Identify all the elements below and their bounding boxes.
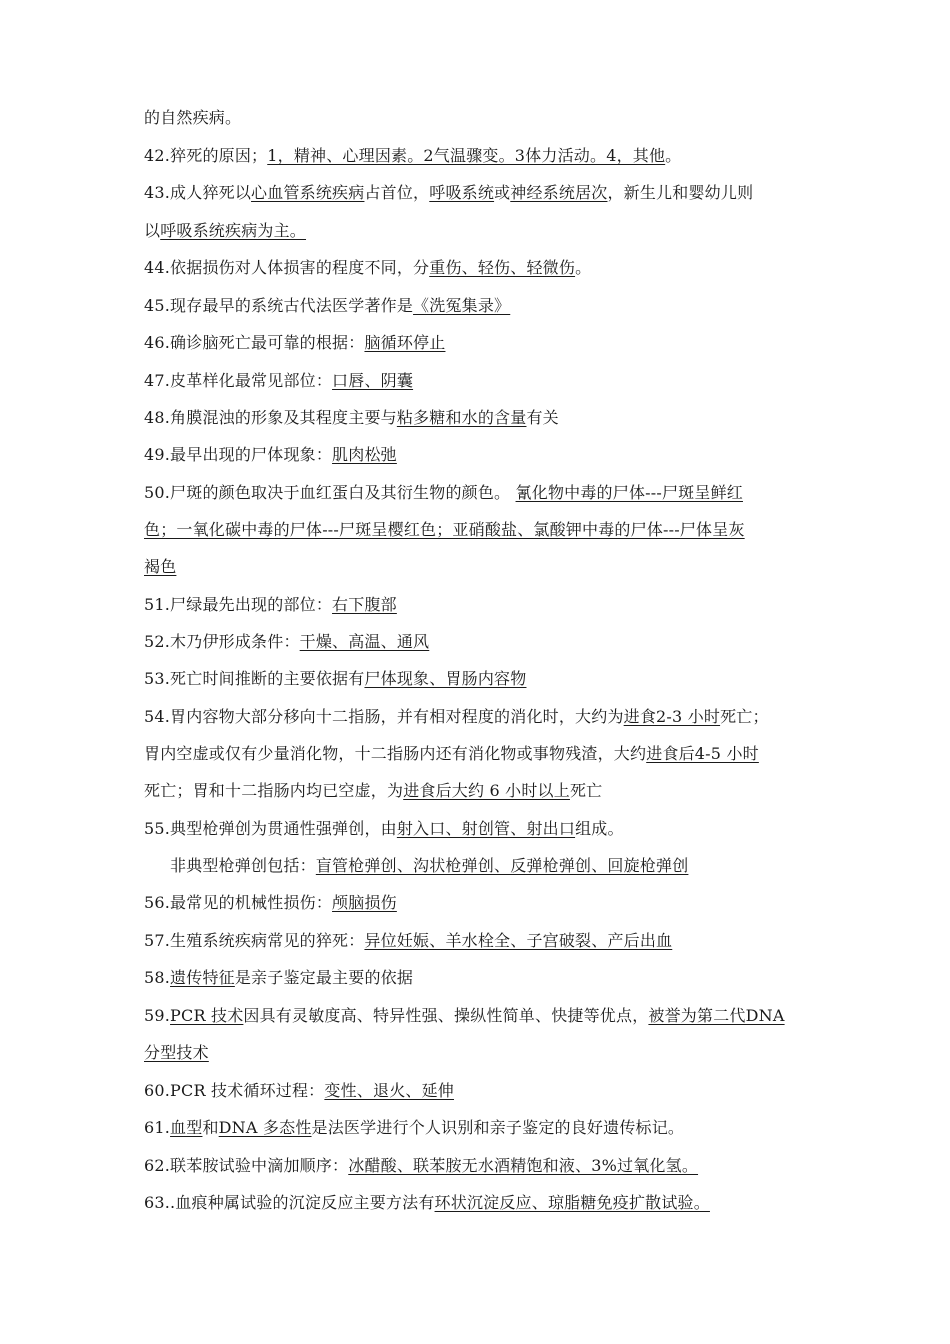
- text-line: [144, 743, 759, 765]
- text-line: [144, 780, 602, 802]
- text-segment: 60.PCR 技术循环过程：: [144, 1081, 325, 1100]
- underlined-answer: 呼吸系统: [429, 183, 495, 202]
- text-segment: 56.最常见的机械性损伤：: [144, 893, 333, 912]
- underlined-answer: 粘多糖和水的含量: [396, 408, 527, 427]
- text-line: [144, 668, 526, 690]
- underlined-answer: 进食2-3 小时: [623, 707, 721, 726]
- text-segment: 组成。: [575, 819, 624, 838]
- text-line: [144, 556, 176, 578]
- text-segment: 有关: [526, 408, 559, 427]
- text-line: [144, 482, 743, 504]
- text-segment: 63..血痕种属试验的沉淀反应主要方法有: [144, 1193, 435, 1212]
- text-line: [144, 182, 753, 204]
- text-segment: 46.确诊脑死亡最可靠的根据：: [144, 333, 365, 352]
- text-segment: 53.死亡时间推断的主要依据有: [144, 669, 365, 688]
- text-segment: 和: [202, 1118, 219, 1137]
- text-line: [170, 855, 688, 877]
- text-line: [144, 519, 745, 541]
- underlined-answer: 颅脑损伤: [332, 893, 397, 912]
- underlined-answer: 神经系统居次: [510, 183, 608, 202]
- underlined-answer: 遗传特征: [170, 968, 235, 987]
- text-segment: 54.胃内容物大部分移向十二指肠，并有相对程度的消化时，大约为: [144, 707, 624, 726]
- text-line: [144, 1080, 454, 1102]
- text-line: [144, 967, 413, 989]
- underlined-answer: 变性、退火、延伸: [324, 1081, 454, 1100]
- text-segment: 59.: [144, 1006, 171, 1025]
- text-line: [144, 107, 241, 129]
- text-segment: 61.: [144, 1118, 171, 1137]
- text-line: [144, 1005, 785, 1027]
- text-segment: 因具有灵敏度高、特异性强、操纵性简单、快捷等优点，: [243, 1006, 649, 1025]
- text-line: [144, 706, 769, 728]
- underlined-answer: PCR 技术: [170, 1006, 244, 1025]
- underlined-answer: 口唇、阴囊: [332, 371, 414, 390]
- text-segment: 的自然疾病。: [144, 108, 242, 127]
- text-segment: 是法医学进行个人识别和亲子鉴定的良好遗传标记。: [311, 1118, 685, 1137]
- text-segment: 58.: [144, 968, 171, 987]
- text-segment: 。: [665, 146, 682, 165]
- text-line: [144, 145, 681, 167]
- text-line: [144, 332, 445, 354]
- text-line: [144, 1042, 209, 1064]
- underlined-answer: 冰醋酸、联苯胺无水酒精饱和液、3%过氧化氢。: [348, 1156, 699, 1175]
- text-segment: 49.最早出现的尸体现象：: [144, 445, 333, 464]
- underlined-answer: 呼吸系统疾病为主。: [160, 221, 307, 240]
- text-segment: 52.木乃伊形成条件：: [144, 632, 300, 651]
- underlined-answer: 肌肉松弛: [332, 445, 397, 464]
- text-segment: 以: [144, 221, 161, 240]
- text-segment: 死亡；: [720, 707, 769, 726]
- text-line: [144, 370, 413, 392]
- underlined-answer: 环状沉淀反应、琼脂糖免疫扩散试验。: [434, 1193, 710, 1212]
- text-segment: 非典型枪弹创包括：: [170, 856, 316, 875]
- text-line: [144, 1155, 698, 1177]
- text-line: [144, 295, 510, 317]
- underlined-answer: 《洗冤集录》: [413, 296, 511, 315]
- text-segment: 42.猝死的原因；: [144, 146, 268, 165]
- underlined-answer: 被誉为第二代DNA: [648, 1006, 785, 1025]
- underlined-answer: 干燥、高温、通风: [299, 632, 430, 651]
- underlined-answer: 射入口、射创管、射出口: [396, 819, 576, 838]
- text-segment: 或: [494, 183, 511, 202]
- text-segment: 51.尸绿最先出现的部位：: [144, 595, 333, 614]
- text-line: [144, 631, 429, 653]
- text-segment: 48.角膜混浊的形象及其程度主要与: [144, 408, 397, 427]
- text-segment: 55.典型枪弹创为贯通性强弹创，由: [144, 819, 397, 838]
- text-segment: 是亲子鉴定最主要的依据: [234, 968, 414, 987]
- underlined-answer: 褐色: [144, 557, 177, 576]
- text-segment: 45.现存最早的系统古代法医学著作是: [144, 296, 414, 315]
- underlined-answer: 氰化物中毒的尸体---尸斑呈鲜红: [515, 483, 743, 502]
- underlined-answer: 盲管枪弹创、沟状枪弹创、反弹枪弹创、回旋枪弹创: [315, 856, 689, 875]
- underlined-answer: DNA 多态性: [218, 1118, 312, 1137]
- underlined-answer: 右下腹部: [332, 595, 397, 614]
- underlined-answer: 色；一氧化碳中毒的尸体---尸斑呈樱红色；亚硝酸盐、氯酸钾中毒的尸体---尸体呈灰: [144, 520, 745, 539]
- text-segment: 50.尸斑的颜色取决于血红蛋白及其衍生物的颜色。: [144, 483, 516, 502]
- text-line: [144, 930, 672, 952]
- text-segment: 。: [575, 258, 592, 277]
- text-segment: 死亡；胃和十二指肠内均已空虚，为: [144, 781, 404, 800]
- underlined-answer: 重伤、轻伤、轻微伤: [429, 258, 576, 277]
- underlined-answer: 脑循环停止: [364, 333, 446, 352]
- underlined-answer: 心血管系统疾病: [251, 183, 365, 202]
- text-line: [144, 892, 397, 914]
- text-segment: 死亡: [569, 781, 603, 800]
- underlined-answer: 尸体现象、胃肠内容物: [364, 669, 527, 688]
- underlined-answer: 分型技术: [144, 1043, 209, 1062]
- text-line: [144, 594, 397, 616]
- underlined-answer: 异位妊娠、羊水栓全、子宫破裂、产后出血: [364, 931, 673, 950]
- text-segment: 47.皮革样化最常见部位：: [144, 371, 333, 390]
- text-segment: ，新生儿和婴幼儿则: [607, 183, 754, 202]
- underlined-answer: 进食后4-5 小时: [646, 744, 759, 763]
- text-line: [144, 444, 397, 466]
- underlined-answer: 血型: [170, 1118, 203, 1137]
- text-line: [144, 257, 591, 279]
- text-line: [144, 407, 559, 429]
- text-segment: 占首位，: [364, 183, 430, 202]
- text-segment: 胃内空虚或仅有少量消化物，十二指肠内还有消化物或事物残渣，大约: [144, 744, 647, 763]
- text-line: [144, 818, 624, 840]
- underlined-answer: 1，精神、心理因素。2气温骤变。3体力活动。4，其他: [267, 146, 666, 165]
- text-line: [144, 1117, 684, 1139]
- underlined-answer: 进食后大约 6 小时以上: [403, 781, 570, 800]
- text-segment: 43.成人猝死以: [144, 183, 252, 202]
- text-segment: 44.依据损伤对人体损害的程度不同，分: [144, 258, 430, 277]
- text-segment: 57.生殖系统疾病常见的猝死：: [144, 931, 365, 950]
- text-line: [144, 1192, 710, 1214]
- text-segment: 62.联苯胺试验中滴加顺序：: [144, 1156, 349, 1175]
- text-line: [144, 220, 306, 242]
